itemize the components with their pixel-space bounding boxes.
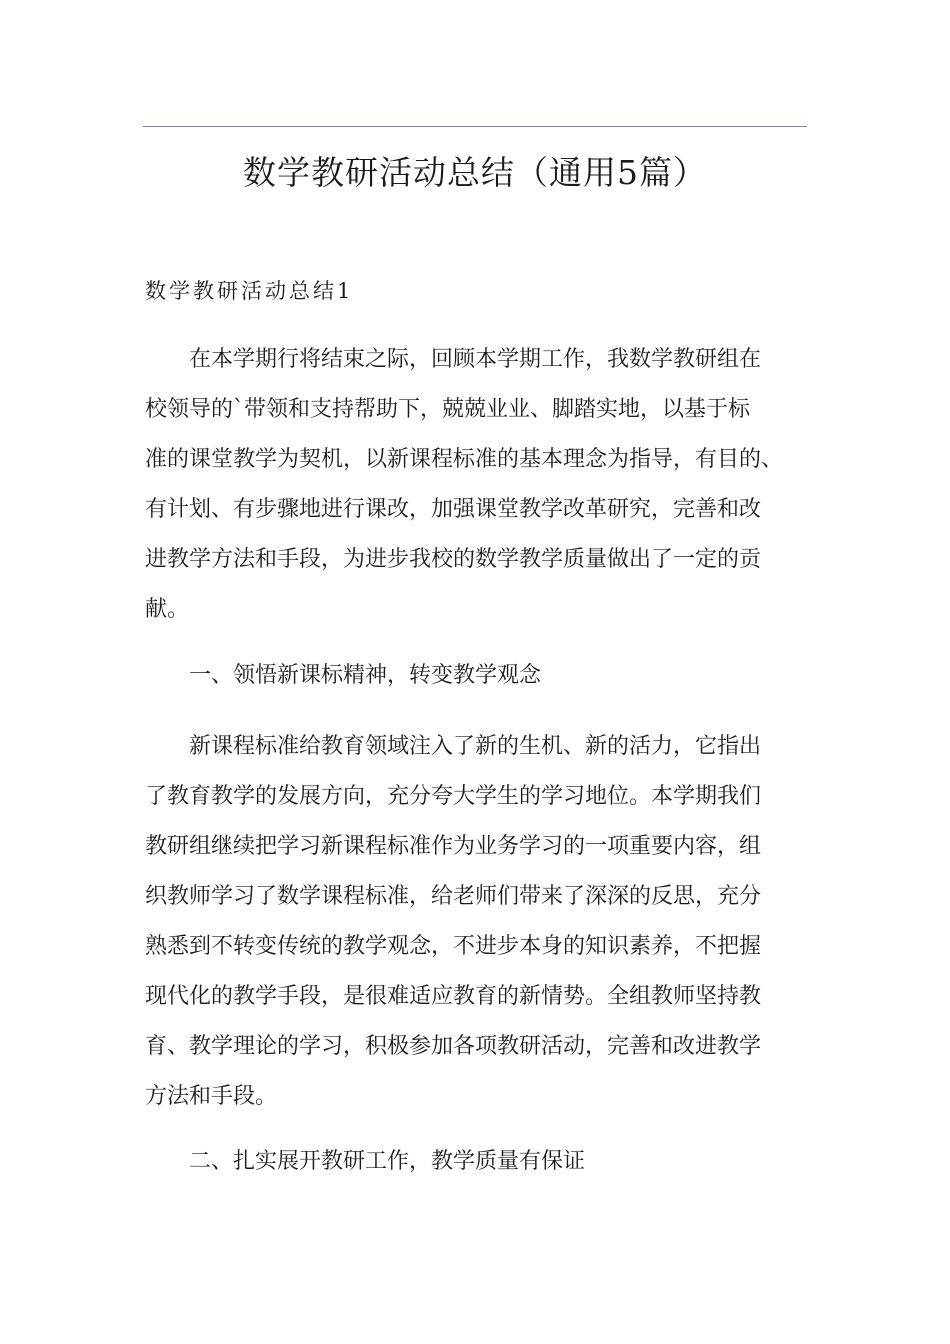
paragraph-intro xyxy=(145,335,807,635)
subheading-two: 二、扎实展开教研工作，教学质量有保证 xyxy=(189,1149,586,1174)
paragraph-standards xyxy=(145,722,807,1122)
paragraph-line: 校领导的`带领和支持帮助下，兢兢业业、脚踏实地，以基于标 xyxy=(145,397,751,422)
paragraph-line: 了教育教学的发展方向，充分夸大学生的学习地位。本学期我们 xyxy=(145,784,762,809)
paragraph-line: 有计划、有步骤地进行课改，加强课堂教学改革研究，完善和改 xyxy=(145,497,762,522)
paragraph-line: 新课程标准给教育领域注入了新的生机、新的活力，它指出 xyxy=(189,734,762,759)
paragraph-line: 熟悉到不转变传统的教学观念，不进步本身的知识素养，不把握 xyxy=(145,934,762,959)
section-heading: 数学教研活动总结1 xyxy=(145,279,354,303)
paragraph-line: 方法和手段。 xyxy=(145,1084,278,1109)
paragraph-line: 育、教学理论的学习，积极参加各项教研活动，完善和改进教学 xyxy=(145,1034,762,1059)
document-title: 数学教研活动总结（通用5篇） xyxy=(243,153,707,192)
header-rule xyxy=(143,126,807,127)
paragraph-line: 现代化的教学手段，是很难适应教育的新情势。全组教师坚持教 xyxy=(145,984,762,1009)
paragraph-line: 进教学方法和手段，为进步我校的数学教学质量做出了一定的贡 xyxy=(145,547,762,572)
paragraph-line: 在本学期行将结束之际，回顾本学期工作，我数学教研组在 xyxy=(189,347,762,372)
paragraph-line: 献。 xyxy=(145,597,190,622)
paragraph-line: 准的课堂教学为契机，以新课程标准的基本理念为指导，有目的、 xyxy=(145,447,784,472)
subheading-one: 一、领悟新课标精神，转变教学观念 xyxy=(189,663,542,688)
paragraph-line: 织教师学习了数学课程标准，给老师们带来了深深的反思，充分 xyxy=(145,884,762,909)
paragraph-line: 教研组继续把学习新课程标准作为业务学习的一项重要内容，组 xyxy=(145,834,762,859)
